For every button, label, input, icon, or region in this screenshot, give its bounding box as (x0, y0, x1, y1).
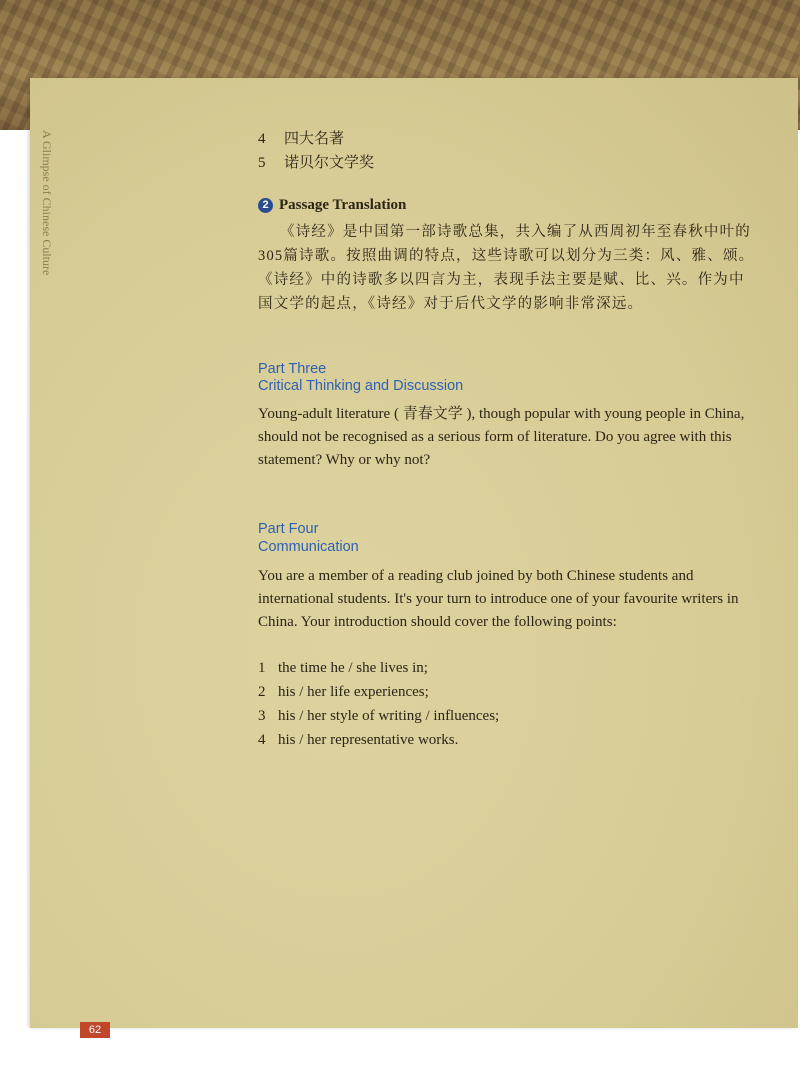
part-three-title: Part Three (258, 361, 327, 377)
list-item (258, 656, 499, 680)
side-running-title: A Glimpse of Chinese Culture (40, 130, 54, 276)
list-item (258, 680, 499, 704)
list-item-number: 2 (258, 684, 266, 700)
part-three-body: Young-adult literature ( 青春文学 ), though popular with young people in China, should not be recognised as a serious form of literature. Do you agree with this statement? Why or why not? (258, 406, 745, 468)
discussion-points-list (258, 656, 499, 752)
list-item-number: 4 (258, 732, 266, 748)
part-four-title: Part Four (258, 521, 319, 537)
passage-translation-heading (258, 197, 406, 214)
list-item-text: his / her life experiences; (278, 684, 429, 700)
passage-translation-title: Passage Translation (279, 197, 407, 213)
part-four-subtitle: Communication (258, 539, 359, 555)
part-four-body: You are a member of a reading club joined by both Chinese students and international students. It's your turn to introduce one of your favourite writers in China. Your introduction should cover the following points: (258, 568, 739, 630)
passage-translation-text: 《诗经》是中国第一部诗歌总集，共入编了从西周初年至春秋中叶的305篇诗歌。按照曲调的特点，这些诗歌可以划分为三类：风、雅、颂。《诗经》中的诗歌多以四言为主，表现手法主要是赋、比、兴。作为中国文学的起点，《诗经》对于后代文学的影响非常深远。 (258, 224, 755, 312)
vocab-text: 四大名著 (284, 131, 345, 147)
section-number-badge: 2 (258, 198, 273, 213)
list-item-text: his / her representative works. (278, 732, 459, 748)
list-item-text: his / her style of writing / influences; (278, 708, 500, 724)
part-three-subtitle: Critical Thinking and Discussion (258, 378, 464, 394)
list-item (258, 728, 499, 752)
vocab-item (258, 127, 344, 148)
list-item-number: 1 (258, 660, 266, 676)
vocab-item (258, 151, 374, 172)
page-number: 62 (80, 1022, 110, 1038)
vocab-number: 4 (258, 131, 266, 147)
list-item-number: 3 (258, 708, 266, 724)
list-item-text: the time he / she lives in; (278, 660, 428, 676)
vocab-text: 诺贝尔文学奖 (284, 155, 375, 171)
list-item (258, 704, 499, 728)
vocab-number: 5 (258, 155, 266, 171)
